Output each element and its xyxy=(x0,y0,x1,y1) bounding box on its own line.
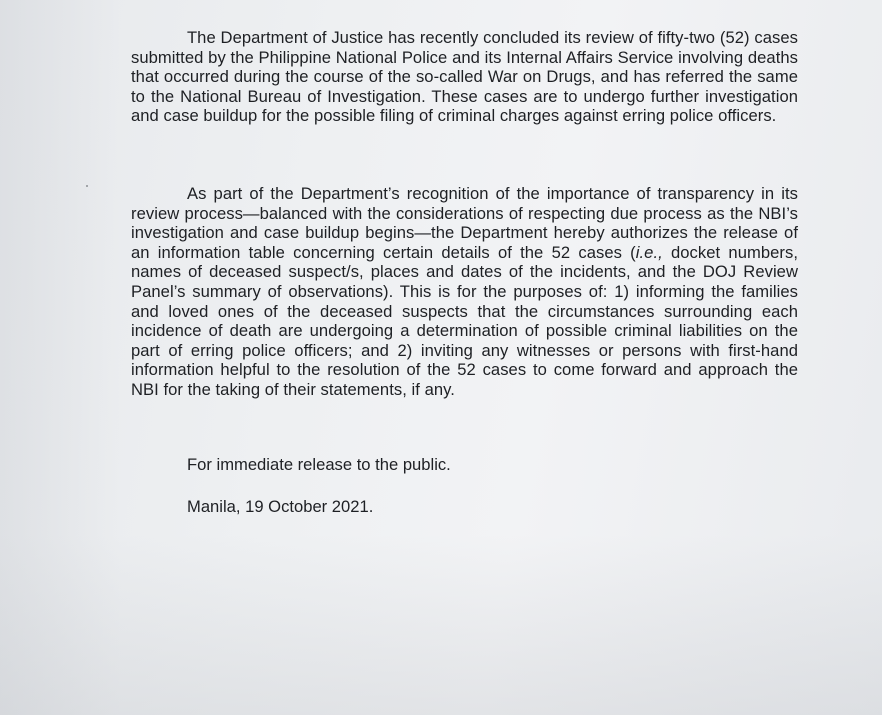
paragraph-transparency xyxy=(131,184,798,400)
paragraph-transparency-part-2: docket numbers, names of deceased suspect/s, places and dates of the incidents, and the DOJ Review Panel’s summary of observations). This is for the purposes of: 1) informing the families and loved ones of the deceased suspects that the circumstances surrounding each incidence of death are undergoing a determination of possible criminal liabilities on the part of erring police officers; and 2) inviting any witnesses or persons with first-hand information helpful to the resolution of the 52 cases to come forward and approach the NBI for the taking of their statements, if any. xyxy=(131,242,798,399)
release-note: For immediate release to the public. xyxy=(187,455,451,474)
place-and-date: Manila, 19 October 2021. xyxy=(187,497,374,516)
paragraph-transparency-ie: i.e., xyxy=(635,242,663,262)
paragraph-transparency-part-1: As part of the Department’s recognition of the importance of transparency in its review process—balanced with the considerations of respecting due process as the NBI’s investigation and case buildup begins—the Department hereby authorizes the release of an information table concerning certain details of the 52 cases ( xyxy=(131,184,798,262)
paper-speck xyxy=(86,185,88,187)
paper-shadow-left xyxy=(0,0,120,715)
paragraph-review-concluded: The Department of Justice has recently concluded its review of fifty-two (52) cases submitted by the Philippine National Police and its Internal Affairs Service involving deaths that occurred during the course of the so-called War on Drugs, and has referred the same to the National Bureau of Investigation. These cases are to undergo further investigation and case buildup for the possible filing of criminal charges against erring police officers. xyxy=(131,28,798,126)
paper-shadow-bottom xyxy=(0,535,882,715)
